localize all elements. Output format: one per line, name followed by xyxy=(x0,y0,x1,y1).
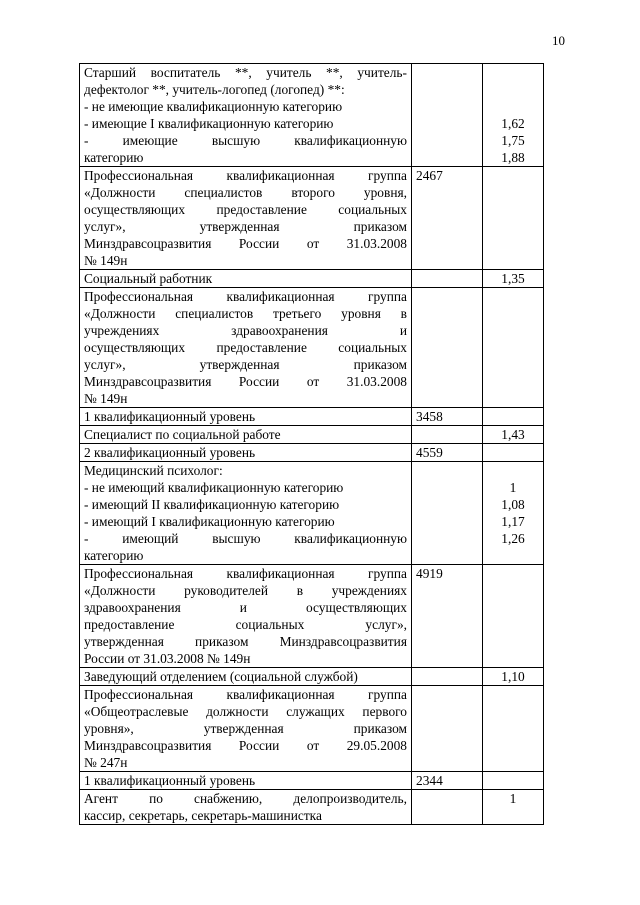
coefficient-value: 1,17 xyxy=(501,514,525,529)
position-text-line: Минздравсоцразвития России от 31.03.2008 xyxy=(84,236,407,251)
coefficient-cell xyxy=(483,444,544,462)
position-cell xyxy=(80,64,412,167)
salary-table xyxy=(79,63,544,825)
page-number: 10 xyxy=(552,33,565,48)
table-row xyxy=(80,408,544,426)
position-text-line: 2 квалификационный уровень xyxy=(84,445,256,460)
table-row xyxy=(80,668,544,686)
coefficient-value: 1 xyxy=(509,791,517,806)
position-text-line: утвержденная приказом Минздравсоцразвития xyxy=(84,634,407,649)
position-text-line: здравоохранения и осуществляющих xyxy=(84,600,407,615)
coefficient-cell xyxy=(483,462,544,565)
position-cell xyxy=(80,426,412,444)
salary-cell: 4919 xyxy=(412,565,483,668)
coefficient-cell xyxy=(483,167,544,270)
position-text-line: «Должности специалистов третьего уровня в xyxy=(84,306,407,321)
position-cell xyxy=(80,462,412,565)
coefficient-value: 1,62 xyxy=(501,116,525,131)
coefficient-cell xyxy=(483,426,544,444)
position-cell xyxy=(80,288,412,408)
coefficient-value xyxy=(487,98,539,115)
table-row xyxy=(80,270,544,288)
coefficient-value: 1,08 xyxy=(501,497,525,512)
table-row xyxy=(80,790,544,825)
position-cell xyxy=(80,167,412,270)
position-text-line: Агент по снабжению, делопроизводитель, xyxy=(84,791,407,806)
position-text-line: Минздравсоцразвития России от 29.05.2008 xyxy=(84,738,407,753)
coefficient-value xyxy=(487,81,539,98)
position-text-line: осуществляющих предоставление социальных xyxy=(84,340,407,355)
coefficient-value: 1,75 xyxy=(501,133,525,148)
position-text-line: № 149н xyxy=(84,391,128,406)
table-row xyxy=(80,444,544,462)
position-text-line: - имеющие высшую квалификационную xyxy=(84,133,407,148)
position-text-line: № 247н xyxy=(84,755,128,770)
position-text-line: осуществляющих предоставление социальных xyxy=(84,202,407,217)
salary-cell: 2344 xyxy=(412,772,483,790)
salary-cell xyxy=(412,288,483,408)
position-cell xyxy=(80,444,412,462)
position-text-line: Медицинский психолог: xyxy=(84,463,223,478)
position-text-line: предоставление социальных услуг», xyxy=(84,617,407,632)
coefficient-cell xyxy=(483,668,544,686)
table-row xyxy=(80,167,544,270)
position-cell xyxy=(80,772,412,790)
position-text-line: Профессиональная квалификационная группа xyxy=(84,566,407,581)
position-text-line: Заведующий отделением (социальной службой) xyxy=(84,669,358,684)
position-text-line: учреждениях здравоохранения и xyxy=(84,323,407,338)
position-text-line: уровня», утвержденная приказом xyxy=(84,721,407,736)
coefficient-value xyxy=(487,64,539,81)
position-text-line: России от 31.03.2008 № 149н xyxy=(84,651,251,666)
position-cell xyxy=(80,270,412,288)
salary-cell: 2467 xyxy=(412,167,483,270)
position-cell xyxy=(80,790,412,825)
position-text-line: категорию xyxy=(84,150,144,165)
position-text-line: - имеющий высшую квалификационную xyxy=(84,531,407,546)
table-row xyxy=(80,772,544,790)
coefficient-value: 1,88 xyxy=(501,150,525,165)
position-text-line: «Должности руководителей в учреждениях xyxy=(84,583,407,598)
coefficient-cell xyxy=(483,288,544,408)
position-text-line: дефектолог **, учитель-логопед (логопед) **: xyxy=(84,82,345,97)
coefficient-value xyxy=(487,462,539,479)
position-text-line: - не имеющие квалификационную категорию xyxy=(84,99,343,114)
coefficient-value: 1 xyxy=(509,480,517,495)
position-text-line: Минздравсоцразвития России от 31.03.2008 xyxy=(84,374,407,389)
table-row xyxy=(80,565,544,668)
table-row xyxy=(80,426,544,444)
salary-cell xyxy=(412,270,483,288)
salary-cell xyxy=(412,668,483,686)
salary-cell xyxy=(412,462,483,565)
position-text-line: № 149н xyxy=(84,253,128,268)
position-text-line: Специалист по социальной работе xyxy=(84,427,281,442)
position-text-line: категорию xyxy=(84,548,144,563)
position-cell xyxy=(80,668,412,686)
position-text-line: - имеющий I квалификационную категорию xyxy=(84,514,335,529)
position-text-line: «Должности специалистов второго уровня, xyxy=(84,185,407,200)
salary-cell xyxy=(412,64,483,167)
position-text-line: 1 квалификационный уровень xyxy=(84,773,256,788)
table-row xyxy=(80,64,544,167)
position-text-line: Профессиональная квалификационная группа xyxy=(84,687,407,702)
position-text-line: 1 квалификационный уровень xyxy=(84,409,256,424)
coefficient-cell xyxy=(483,64,544,167)
coefficient-cell xyxy=(483,790,544,825)
salary-cell xyxy=(412,426,483,444)
position-text-line: «Общеотраслевые должности служащих первого xyxy=(84,704,407,719)
position-text-line: услуг», утвержденная приказом xyxy=(84,357,407,372)
position-cell xyxy=(80,408,412,426)
coefficient-cell xyxy=(483,565,544,668)
table-row xyxy=(80,686,544,772)
coefficient-cell xyxy=(483,686,544,772)
table-body xyxy=(80,64,544,825)
position-text-line: Профессиональная квалификационная группа xyxy=(84,289,407,304)
coefficient-value: 1,26 xyxy=(501,531,525,546)
coefficient-cell xyxy=(483,408,544,426)
table-row xyxy=(80,288,544,408)
table-row xyxy=(80,462,544,565)
position-text-line: - имеющие I квалификационную категорию xyxy=(84,116,334,131)
salary-cell: 4559 xyxy=(412,444,483,462)
position-text-line: Социальный работник xyxy=(84,271,213,286)
salary-cell: 3458 xyxy=(412,408,483,426)
coefficient-value: 1,43 xyxy=(501,427,525,442)
salary-cell xyxy=(412,686,483,772)
coefficient-value: 1,35 xyxy=(501,271,525,286)
salary-cell xyxy=(412,790,483,825)
coefficient-value: 1,10 xyxy=(501,669,525,684)
position-cell xyxy=(80,565,412,668)
position-text-line: кассир, секретарь, секретарь-машинистка xyxy=(84,808,322,823)
position-text-line: - не имеющий квалификационную категорию xyxy=(84,480,344,495)
coefficient-cell xyxy=(483,270,544,288)
position-cell xyxy=(80,686,412,772)
position-text-line: Старший воспитатель **, учитель **, учитель- xyxy=(84,65,407,80)
position-text-line: Профессиональная квалификационная группа xyxy=(84,168,407,183)
coefficient-cell xyxy=(483,772,544,790)
position-text-line: - имеющий II квалификационную категорию xyxy=(84,497,340,512)
position-text-line: услуг», утвержденная приказом xyxy=(84,219,407,234)
